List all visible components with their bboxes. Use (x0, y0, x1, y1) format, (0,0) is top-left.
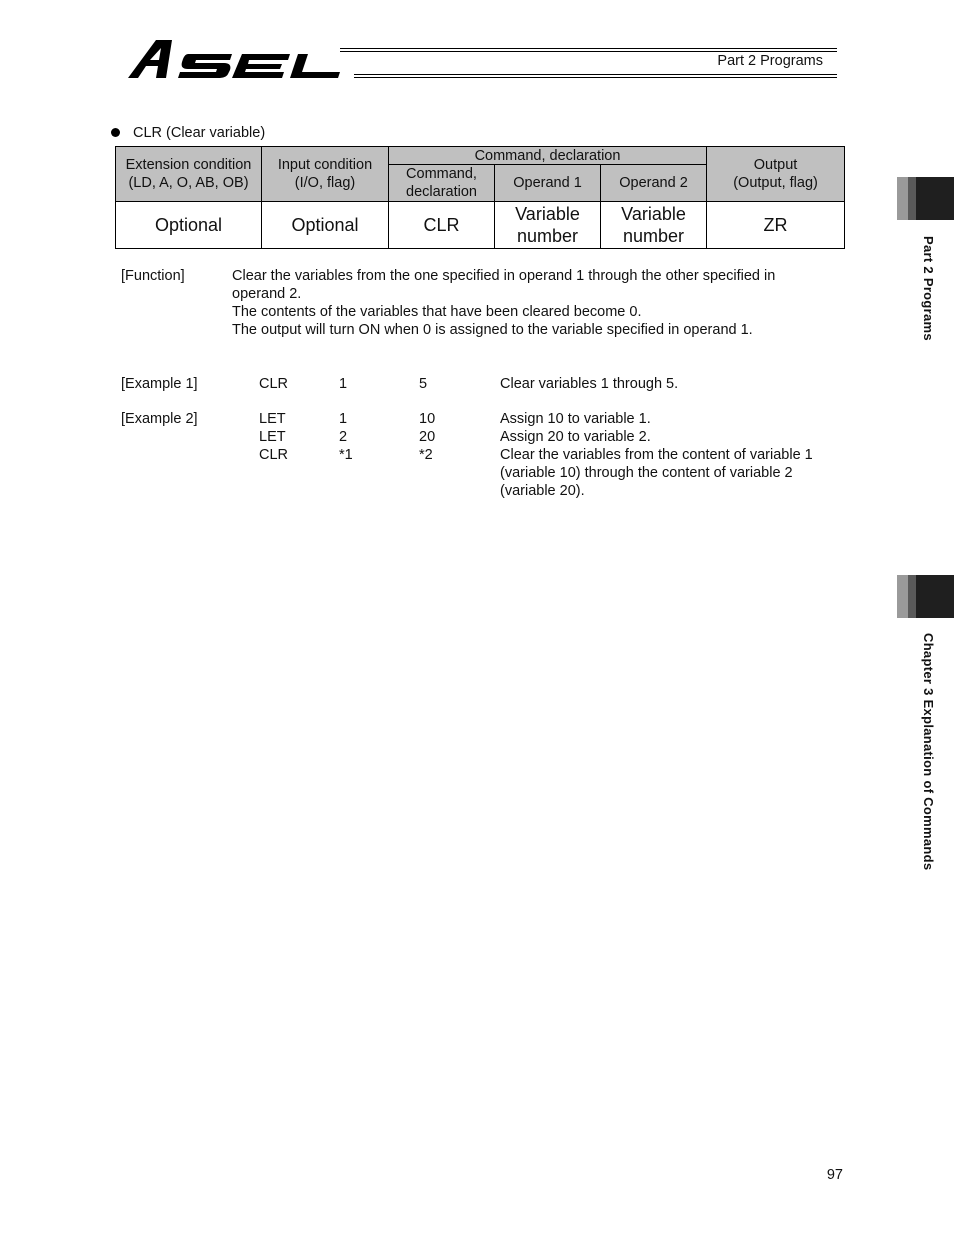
example-command: LET (259, 411, 286, 427)
side-tab-marker (897, 575, 954, 618)
section-title: CLR (Clear variable) (133, 125, 266, 141)
cell-operand-1: Variable number (495, 202, 601, 249)
cell-output: ZR (707, 202, 845, 249)
example-operand-1: 1 (339, 411, 348, 427)
example-command: CLR (259, 376, 289, 392)
example-comment: Clear variables 1 through 5. (500, 376, 679, 392)
header-rule (340, 48, 837, 49)
header-output: Output (Output, flag) (707, 147, 845, 202)
example-1-label: [Example 1] (121, 376, 198, 392)
example-2-label: [Example 2] (121, 411, 198, 427)
side-tab-label-chapter: Chapter 3 Explanation of Commands (921, 633, 936, 871)
example-operand-2: 10 (419, 411, 436, 427)
example-operand-2: 5 (419, 376, 428, 392)
cell-operand-2: Variable number (601, 202, 707, 249)
cell-command: CLR (389, 202, 495, 249)
header-extension-condition: Extension condition (LD, A, O, AB, OB) (116, 147, 262, 202)
example-comment: Assign 10 to variable 1. (500, 411, 651, 427)
cell-input: Optional (262, 202, 389, 249)
example-comment: Clear the variables from the content of variable 1 (variable 10) through the content of variable 2 (variable 20). (500, 447, 813, 499)
header-command-declaration-group: Command, declaration (389, 147, 707, 165)
example-operand-2: 20 (419, 429, 436, 445)
header-input-condition: Input condition (I/O, flag) (262, 147, 389, 202)
side-tab-marker (897, 177, 954, 220)
example-command: LET (259, 429, 286, 445)
header-rule (354, 74, 837, 75)
bullet-icon (111, 128, 120, 137)
example-operand-2: *2 (419, 447, 433, 463)
function-label: [Function] (121, 268, 185, 284)
function-description: Clear the variables from the one specified in operand 1 through the other specified in operand 2. The contents of the variables that have been cleared become 0. The output will turn ON when 0 is assigned to the variable specified in operand 1. (232, 268, 776, 338)
header-part-label: Part 2 Programs (717, 53, 823, 69)
example-operand-1: 2 (339, 429, 348, 445)
example-command: CLR (259, 447, 289, 463)
cell-extension: Optional (116, 202, 262, 249)
header-operand-2: Operand 2 (601, 165, 707, 202)
header-command: Command, declaration (389, 165, 495, 202)
side-tab-label-part: Part 2 Programs (921, 236, 936, 341)
header-rule (354, 77, 837, 78)
asel-logo (126, 36, 348, 80)
example-operand-1: *1 (339, 447, 353, 463)
command-table (115, 146, 845, 249)
header-operand-1: Operand 1 (495, 165, 601, 202)
example-comment: Assign 20 to variable 2. (500, 429, 651, 445)
page-number: 97 (826, 1167, 843, 1183)
example-operand-1: 1 (339, 376, 348, 392)
